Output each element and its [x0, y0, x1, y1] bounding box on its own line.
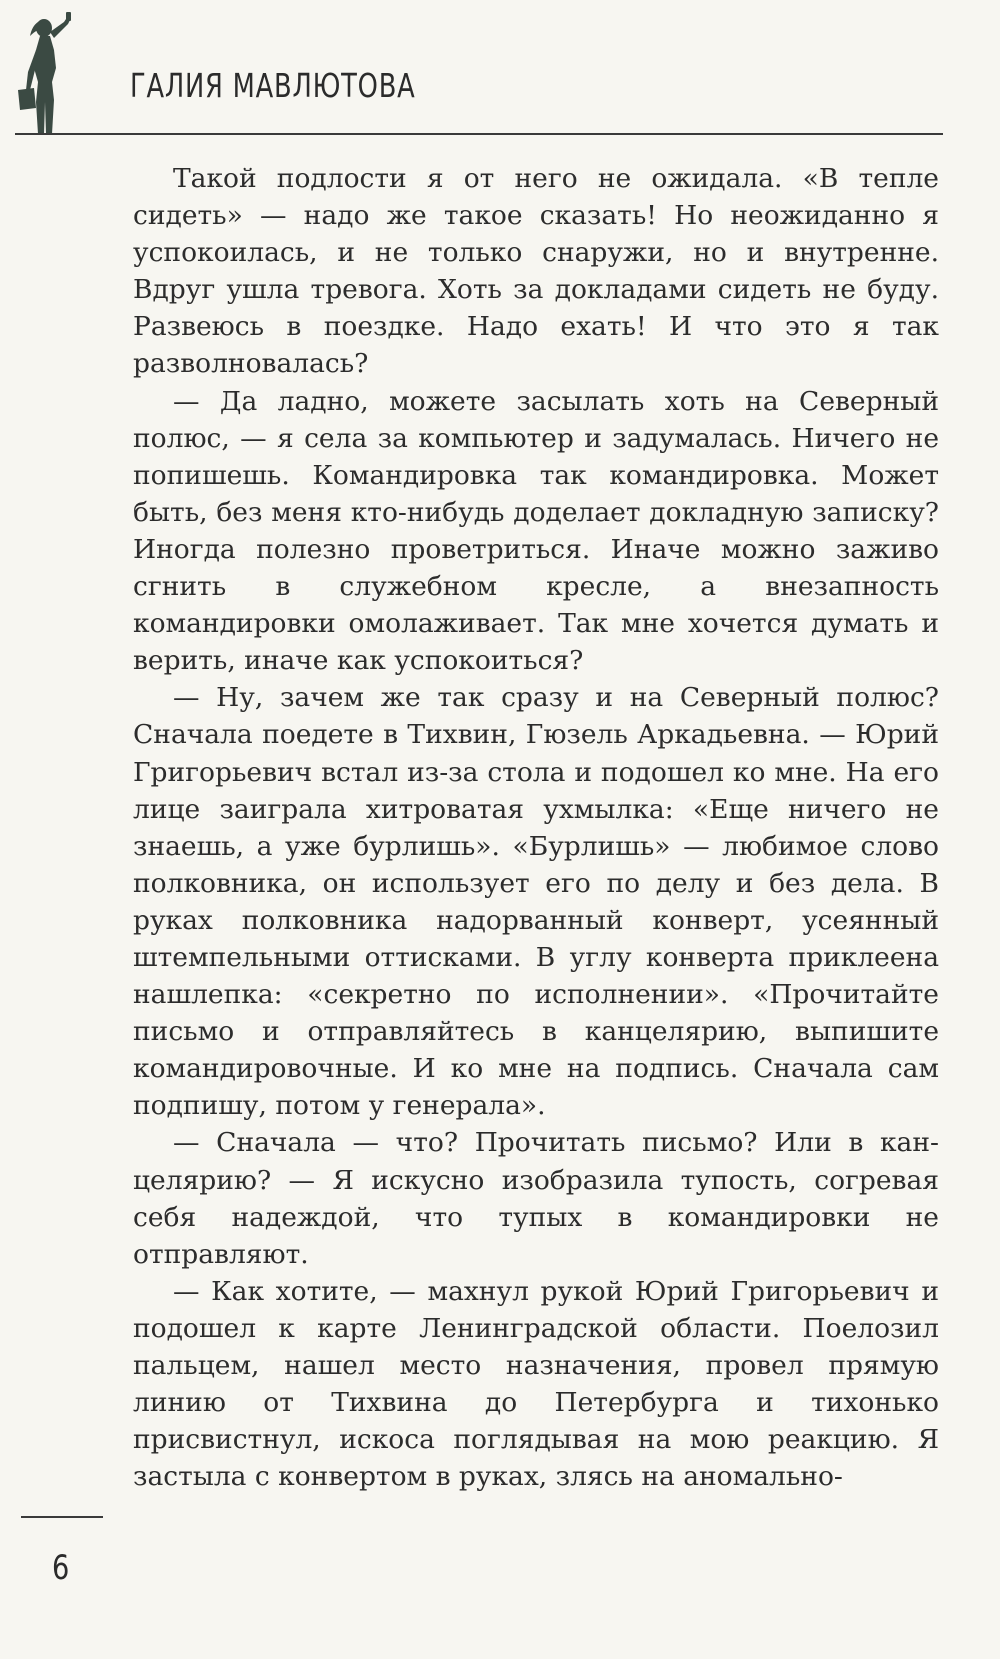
- author-name: ГАЛИЯ МАВЛЮТОВА: [130, 66, 416, 105]
- woman-silhouette-icon: [14, 10, 94, 138]
- paragraph: — Сначала — что? Прочитать письмо? Или в канцелярию? — Я искусно изобразила тупость, согревая себя надеждой, что тупых в командировки не отправляют.: [133, 1127, 939, 1270]
- body-text: [133, 160, 939, 1495]
- paragraph: — Ну, зачем же так сразу и на Северный полюс? Сначала поедете в Тихвин, Гюзель Аркадьевна. — Юрий Григорьевич встал из-за стола и подошел ко мне. На его лице заиграла хитроватая ухмылка: «Еще ничего не знаешь, а уже бурлишь». «Бурлишь» — любимое слово полковника, он использует его по делу и без дела. В руках полковника надорванный конверт, усеянный штемпельными оттисками. В углу конверта приклеена нашлепка: «секретно по исполнении». «Прочитайте письмо и отправляйтесь в канцелярию, выпишите командировочные. И ко мне на подпись. Сначала сам подпишу, потом у генерала».: [133, 682, 939, 1122]
- paragraph: Такой подлости я от него не ожидала. «В тепле сидеть» — надо же такое сказать! Но неожиданно я успокоилась, и не только снаружи, но и внутренне. Вдруг ушла тревога. Хоть за докладами сидеть не буду. Развеюсь в поездке. Надо ехать! И что это я так разволновалась?: [133, 163, 939, 380]
- footer-divider: [21, 1516, 103, 1518]
- header-divider: [15, 133, 943, 135]
- page-number: 6: [52, 1548, 70, 1588]
- paragraph: — Как хотите, — махнул рукой Юрий Григорьевич и подошел к карте Ленинградской области. Поелозил пальцем, нашел место назначения, провел прямую линию от Тихвина до Петербурга и тихонько присвистнул, искоса поглядывая на мою реакцию. Я застыла с конвертом в руках, злясь на аномально-: [133, 1275, 939, 1493]
- paragraph: — Да ладно, можете засылать хоть на Северный полюс, — я села за компьютер и задумалась. Ничего не попишешь. Командировка так командировка. Может быть, без меня кто-нибудь доделает докладную записку? Иногда полезно проветриться. Иначе можно заживо сгнить в служебном кресле, а внезапность командировки омолаживает. Так мне хочется думать и верить, иначе как успокоиться?: [133, 385, 939, 677]
- running-header: [0, 0, 1000, 140]
